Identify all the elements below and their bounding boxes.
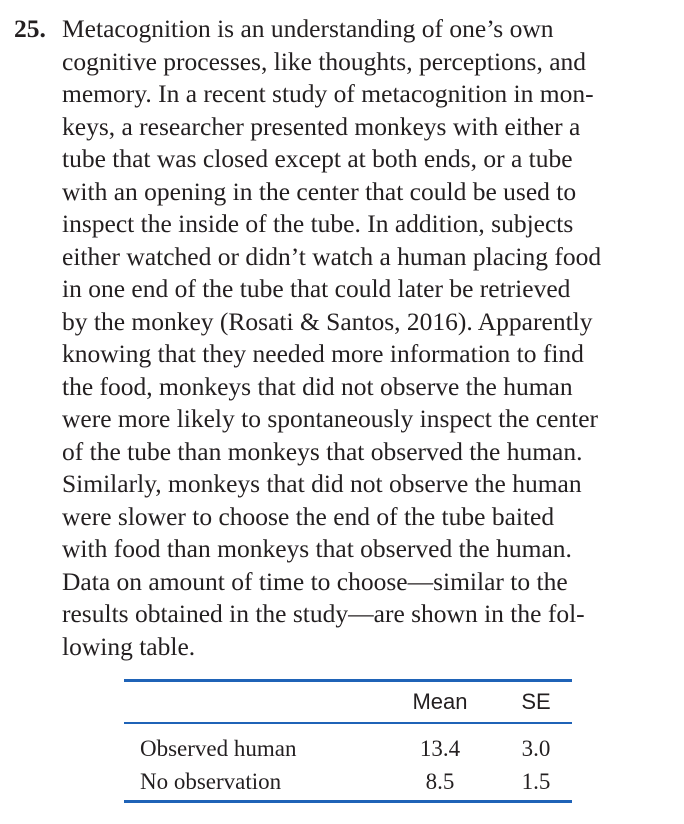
problem-text-line: tube that was closed except at both ends, or a tube: [62, 144, 573, 173]
problem-text-line: lowing table.: [62, 631, 196, 661]
table-row: [124, 723, 572, 765]
problem-text-line: in one end of the tube that could later be retrieved: [62, 274, 571, 303]
problem-text-line: either watched or didn’t watch a human placing food: [62, 241, 602, 271]
problem-text-line: results obtained in the study—are shown in the fol-: [62, 599, 585, 628]
problem-text-line: were slower to choose the end of the tube baited: [62, 501, 555, 531]
problem-text-line: inspect the inside of the tube. In addition, subjects: [62, 209, 574, 238]
problem-text-line: with an opening in the center that could be used to: [62, 176, 577, 206]
row-label: No observation: [140, 768, 282, 794]
row-mean: 13.4: [419, 735, 461, 761]
row-mean: 8.5: [425, 768, 455, 794]
problem-text-line: Data on amount of time to choose—similar to the: [62, 566, 568, 596]
problem-text-line: with food than monkeys that observed the human.: [62, 534, 572, 563]
problem-text-line: cognitive processes, like thoughts, perceptions, and: [62, 46, 587, 76]
row-se: 3.0: [521, 735, 551, 761]
table-header-se: SE: [500, 681, 572, 724]
problem-number: 25.: [14, 14, 46, 43]
problem-text-line: Similarly, monkeys that did not observe the human: [62, 469, 582, 498]
table-header-label: [124, 681, 380, 724]
data-table: [124, 679, 572, 803]
row-se: 1.5: [521, 768, 551, 794]
problem-text-line: by the monkey (Rosati & Santos, 2016). Apparently: [62, 306, 593, 336]
problem-text-line: Metacognition is an understanding of one’s own: [62, 14, 554, 43]
table-header-row: [124, 681, 572, 724]
row-label: Observed human: [140, 735, 297, 761]
problem-text-line: memory. In a recent study of metacognition in mon-: [62, 79, 594, 108]
problem-25: [12, 13, 680, 663]
problem-text-line: were more likely to spontaneously inspect the center: [62, 404, 599, 433]
problem-text-line: the food, monkeys that did not observe the human: [62, 371, 573, 401]
table-row: [124, 765, 572, 802]
problem-text-line: knowing that they needed more information to find: [62, 339, 584, 368]
table-header-mean: Mean: [380, 681, 500, 724]
problem-text-line: keys, a researcher presented monkeys with either a: [62, 111, 581, 141]
problem-text-line: of the tube than monkeys that observed the human.: [62, 436, 583, 466]
